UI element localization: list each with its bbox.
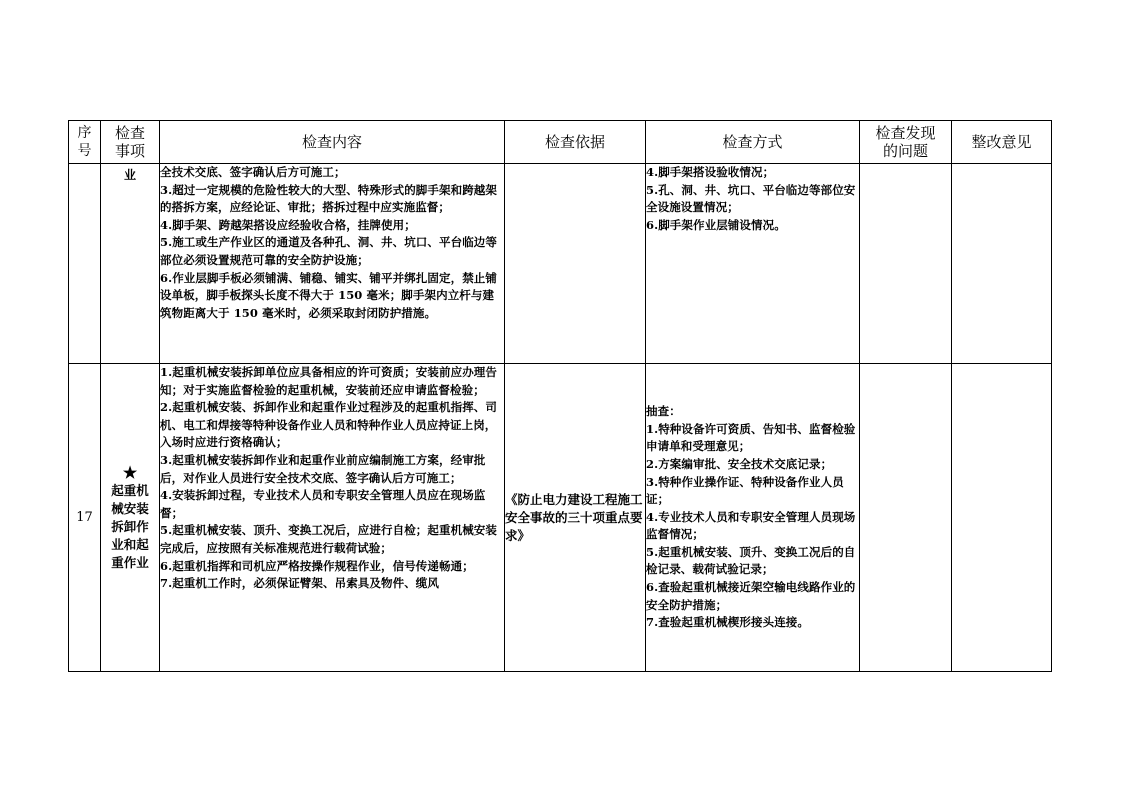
header-item: 检查事项	[101, 121, 160, 164]
content-line: 5.施工或生产作业区的通道及各种孔、洞、井、坑口、平台临边等部位必须设置规范可靠的安全防护设施；	[160, 235, 498, 267]
content-line: 6.作业层脚手板必须铺满、铺稳、铺实、铺平并绑扎固定，禁止铺设单板，脚手板探头长度不得大于 150 毫米；脚手架内立杆与建筑物距离大于 150 毫米时，必须采取封闭防护措施。	[160, 270, 498, 320]
row-method	[646, 164, 860, 364]
table-row	[69, 364, 1052, 672]
row-basis	[505, 164, 646, 364]
row-basis: 《防止电力建设工程施工安全事故的三十项重点要求》	[505, 364, 646, 672]
row-method	[646, 364, 860, 672]
content-line: 3.起重机械安装拆卸作业和起重作业前应编制施工方案，经审批后，对作业人员进行安全技术交底、签字确认后方可施工；	[160, 452, 486, 485]
row-problems	[860, 164, 952, 364]
content-line: 3.超过一定规模的危险性较大的大型、特殊形式的脚手架和跨越架的搭拆方案，应经论证、审批；搭拆过程中应实施监督；	[160, 182, 498, 215]
content-line: 7.起重机工作时，必须保证臂架、吊索具及物件、缆风	[160, 576, 440, 591]
content-line: 4.脚手架、跨越架搭设应经验收合格，挂牌使用；	[160, 217, 416, 232]
inspection-table	[68, 120, 1052, 672]
method-line: 2.方案编审批、安全技术交底记录；	[646, 456, 833, 471]
method-line: 7.查验起重机械楔形接头连接。	[646, 615, 810, 630]
method-line: 3.特种作业操作证、特种设备作业人员证；	[646, 474, 844, 507]
method-line: 5.孔、洞、井、坑口、平台临边等部位安全设施设置情况；	[646, 182, 856, 215]
star-icon: ★	[122, 462, 138, 482]
content-line: 2.起重机械安装、拆卸作业和起重作业过程涉及的起重机指挥、司机、电工和焊接等特种设备作业人员和特种作业人员应持证上岗，入场时应进行资格确认；	[160, 400, 498, 450]
header-content: 检查内容	[160, 121, 505, 164]
row-seq	[69, 164, 101, 364]
content-line: 5.起重机械安装、顶升、变换工况后，应进行自检；起重机械安装完成后，应按照有关标准规范进行载荷试验；	[160, 523, 498, 555]
table-row	[69, 164, 1052, 364]
row-item: 业	[101, 164, 160, 364]
row-opinions	[952, 164, 1052, 364]
row-content	[160, 164, 505, 364]
method-line: 6.查验起重机械接近架空输电线路作业的安全防护措施；	[646, 580, 856, 612]
row-item	[101, 364, 160, 672]
row-content	[160, 364, 505, 672]
header-problems: 检查发现的问题	[860, 121, 952, 164]
header-method: 检查方式	[646, 121, 860, 164]
header-basis: 检查依据	[505, 121, 646, 164]
method-line: 6.脚手架作业层铺设情况。	[646, 217, 786, 232]
row-opinions	[952, 364, 1052, 672]
method-line: 抽查：	[646, 404, 681, 419]
content-line: 1.起重机械安装拆卸单位应具备相应的许可资质；安装前应办理告知；对于实施监督检验的起重机械，安装前还应申请监督检验；	[160, 365, 498, 397]
item-label: 起重机械安装拆卸作业和起重作业	[111, 482, 149, 570]
method-line: 5.起重机械安装、顶升、变换工况后的自检记录、载荷试验记录；	[646, 544, 856, 577]
method-line: 4.专业技术人员和专职安全管理人员现场监督情况；	[646, 509, 856, 542]
method-line: 4.脚手架搭设验收情况；	[646, 165, 775, 179]
row-seq: 17	[69, 364, 101, 672]
content-line: 6.起重机指挥和司机应严格按操作规程作业，信号传递畅通；	[160, 558, 474, 573]
content-line: 全技术交底、签字确认后方可施工；	[160, 165, 346, 179]
header-seq: 序号	[69, 121, 101, 164]
header-opinions: 整改意见	[952, 121, 1052, 164]
content-line: 4.安装拆卸过程，专业技术人员和专职安全管理人员应在现场监督；	[160, 488, 486, 520]
method-line: 1.特种设备许可资质、告知书、监督检验申请单和受理意见；	[646, 421, 856, 454]
table-header-row	[69, 121, 1052, 164]
row-problems	[860, 364, 952, 672]
